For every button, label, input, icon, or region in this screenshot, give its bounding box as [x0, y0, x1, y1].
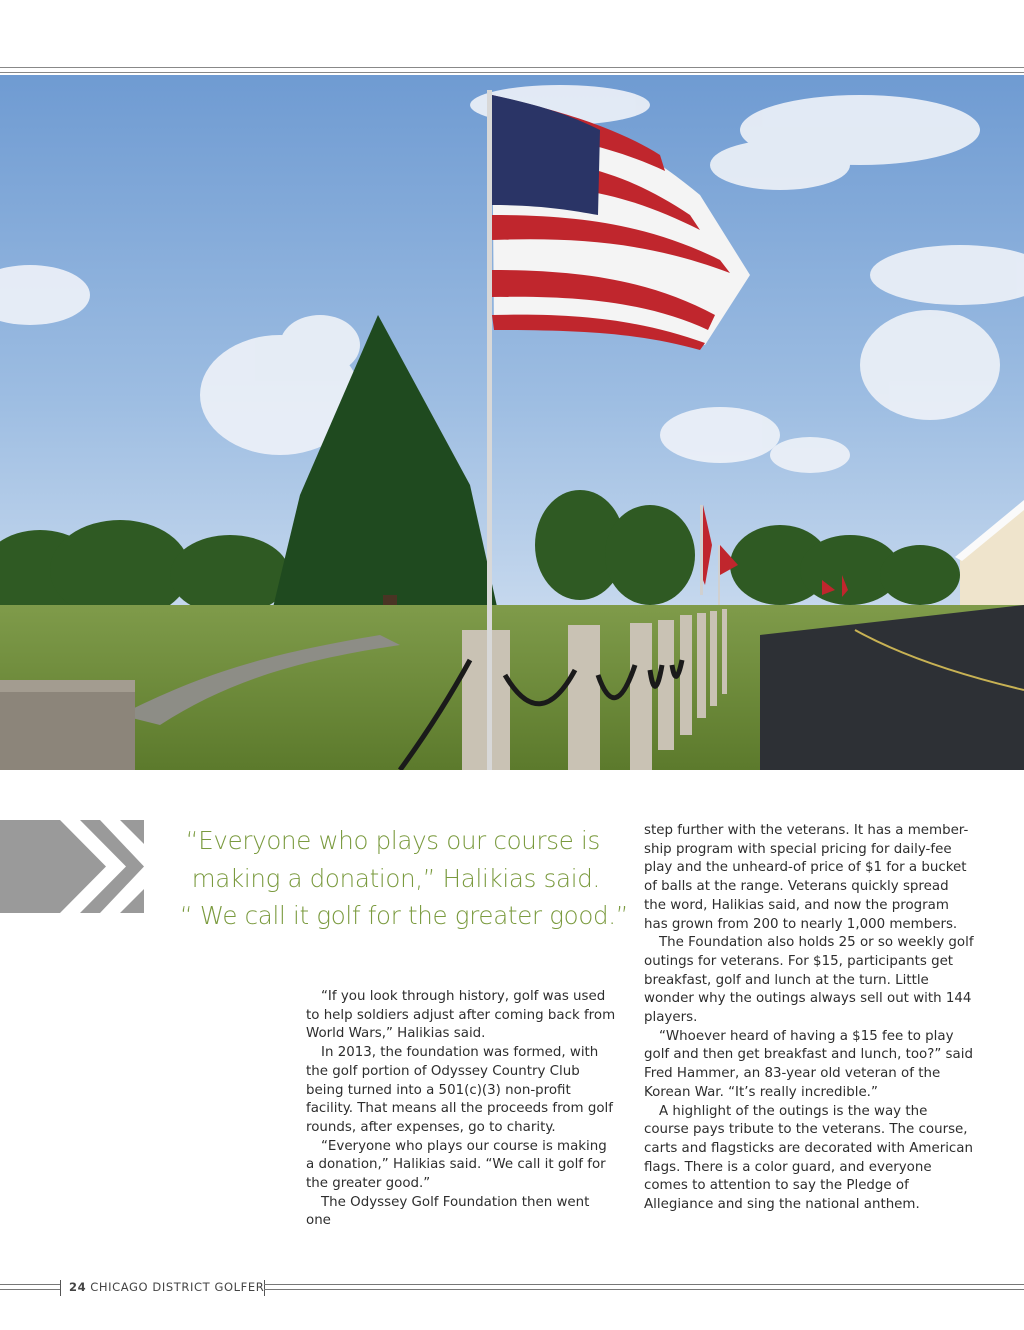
- publication-name: CHICAGO DISTRICT GOLFER: [90, 1280, 265, 1294]
- paragraph: “Whoever heard of having a $15 fee to play golf and then get breakfast and lunch, too?” said Fred Hammer, an 83-year old veteran of the Korean War. “It’s really incredible.”: [644, 1028, 973, 1100]
- stone-post: [0, 680, 135, 770]
- paragraph: The Foundation also holds 25 or so weekly golf outings for veterans. For $15, participants get breakfast, golf and lunch at the turn. Little wonder why the outings always sell out with 144 players.: [644, 935, 974, 1026]
- page-number: 24: [69, 1280, 87, 1294]
- footer-tick-left: [60, 1280, 61, 1296]
- footer-rule-left-inner: [0, 1289, 60, 1290]
- pull-quote: [180, 822, 629, 935]
- article-column-right: [644, 822, 974, 1215]
- paragraph: The Odyssey Golf Foundation then went one: [306, 1194, 590, 1229]
- paragraph: “If you look through history, golf was used to help soldiers adjust after coming back from World Wars,” Halikias said.: [306, 989, 616, 1042]
- footer-rule-right: [264, 1284, 1024, 1285]
- paragraph: step further with the veterans. It has a member-ship program with special pricing for daily-fee play and the unheard-of price of $1 for a bucket of balls at the range. Veterans quickly spread the word, Halikias said, and now the program has grown from 200 to nearly 1,000 members.: [644, 823, 969, 932]
- footer-rule-left: [0, 1284, 60, 1285]
- paragraph: In 2013, the foundation was formed, with the golf portion of Odyssey Country Club being turned into a 501(c)(3) non-profit facility. That means all the proceeds from golf rounds, after expenses, go to charity.: [306, 1045, 613, 1135]
- flag-pole: [487, 90, 492, 770]
- double-chevron-right-icon: [0, 820, 144, 913]
- footer-tick-right: [264, 1280, 265, 1296]
- article-column-left: [306, 988, 616, 1231]
- paragraph: “Everyone who plays our course is making a donation,” Halikias said. “We call it golf for the greater good.”: [306, 1138, 607, 1192]
- footer-rule-right-inner: [264, 1289, 1024, 1290]
- accent-box: [0, 820, 144, 913]
- pull-quote-line: “ We call it golf for the greater good.”: [180, 901, 629, 930]
- pull-quote-line: making a donation,” Halikias said.: [191, 863, 600, 893]
- american-flag-golf-course-photo: [0, 75, 1024, 770]
- pull-quote-line: “Everyone who plays our course is: [185, 826, 600, 855]
- paragraph: A highlight of the outings is the way the course pays tribute to the veterans. The course, carts and flagsticks are decorated with American flags. There is a color guard, and everyone comes to attention to say the Pledge of Allegiance and sing the national anthem.: [644, 1103, 973, 1213]
- top-rule-inner: [0, 72, 1024, 73]
- page-footer: [69, 1280, 264, 1294]
- top-rule: [0, 67, 1024, 68]
